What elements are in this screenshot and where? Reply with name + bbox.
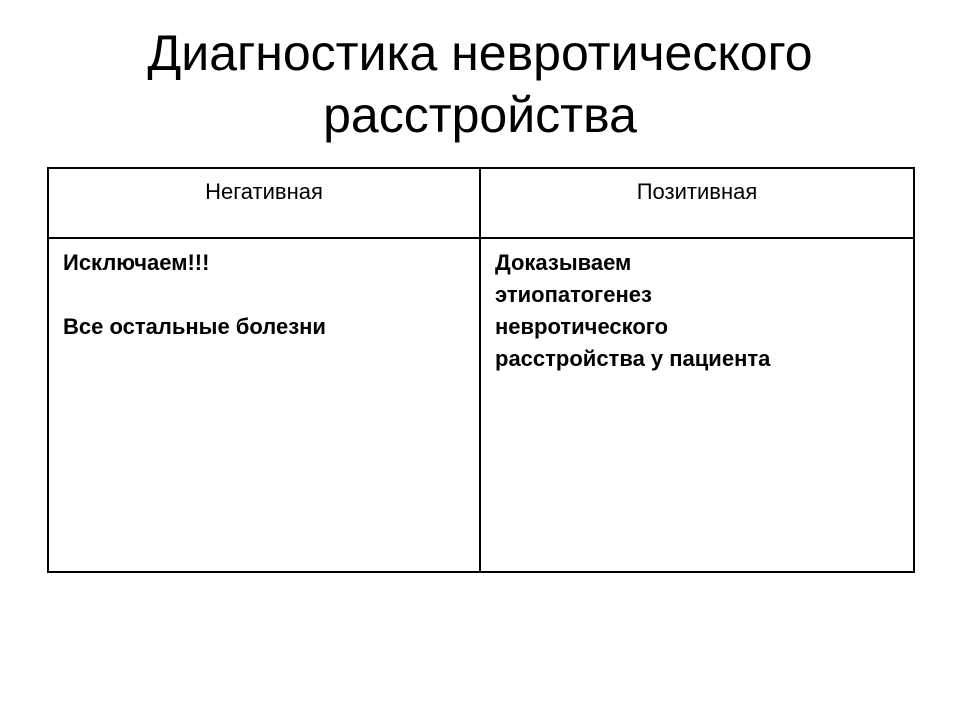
negative-cell-exclude: Исключаем!!! <box>63 250 210 275</box>
header-positive: Позитивная <box>480 168 914 238</box>
negative-cell-diseases: Все остальные болезни <box>63 314 326 339</box>
positive-cell-line-1: Доказываем <box>495 250 632 275</box>
table-body-row <box>48 238 914 572</box>
slide-title <box>0 22 960 146</box>
diagnosis-table <box>47 167 915 573</box>
slide-title-line-1: Диагностика невротического <box>147 25 813 81</box>
negative-cell-spacer <box>63 279 467 311</box>
positive-cell-line-2: этиопатогенез <box>495 282 652 307</box>
table-header-row <box>48 168 914 238</box>
positive-cell <box>480 238 914 572</box>
positive-cell-line-4: расстройства у пациента <box>495 346 771 371</box>
negative-cell <box>48 238 480 572</box>
header-negative: Негативная <box>48 168 480 238</box>
positive-cell-line-3: невротического <box>495 314 669 339</box>
slide-title-line-2: расстройства <box>323 87 637 143</box>
